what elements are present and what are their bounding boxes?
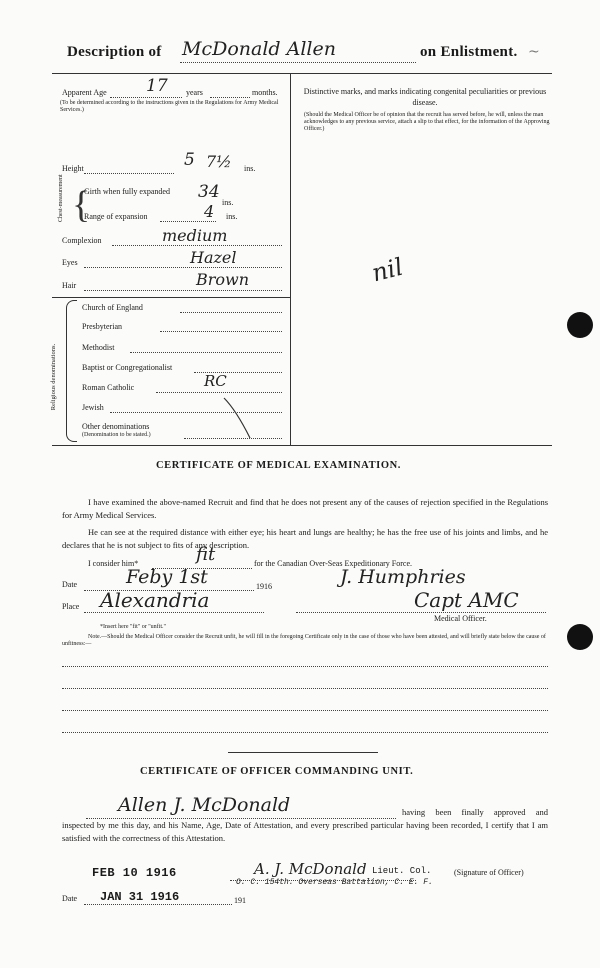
cause-line-4 (62, 732, 548, 733)
religion-item-5: Roman Catholic (82, 383, 135, 392)
eyes-value: Hazel (190, 248, 237, 267)
eyes-label: Eyes (62, 258, 78, 267)
medical-title: CERTIFICATE OF MEDICAL EXAMINATION. (156, 460, 402, 471)
date-label: Date (62, 580, 78, 589)
religion-item-6: Jewish (82, 403, 104, 412)
force-label: for the Canadian Over-Seas Expeditionary Force. (254, 559, 413, 568)
header-name: McDonald Allen (182, 38, 336, 60)
years-label: years (186, 88, 203, 97)
range-value: 4 (204, 202, 215, 221)
girth-ins-label: ins. (222, 198, 234, 207)
cause-line-1 (62, 666, 548, 667)
marks-note: (Should the Medical Officer be of opinion that the recruit has served before, he will, unless the man acknowledges to any previous service, attach a slip to that effect, for the information of the Approving Officer.) (304, 112, 550, 132)
header-prefix: Description of (67, 44, 162, 60)
officer-stamp-signature: A. J. McDonald (254, 860, 367, 878)
girth-label: Girth when fully expanded (84, 187, 170, 196)
medical-rank: Capt AMC (414, 588, 519, 612)
months-label: months. (252, 88, 278, 97)
religion-item-7: Other denominations (82, 422, 150, 431)
apparent-age-label: Apparent Age (62, 88, 107, 97)
medical-para-1: I have examined the above-named Recruit and find that he does not present any of the causes of rejection specified in the Regulations for Army Medical Services. (62, 497, 548, 520)
officer-stamp-unit: O. C. 154th. Overseas Battalion, C. E. F. (236, 878, 433, 887)
officer-name-value: Allen J. McDonald (118, 794, 291, 816)
consider-value: fit (196, 544, 216, 565)
complexion-value: medium (162, 226, 228, 245)
apparent-age-value: 17 (146, 76, 168, 96)
medical-footnote-2: Note.—Should the Medical Officer consider the Recruit unfit, he will fill in the foregoing Certificate only in the case of those who have been attested, and will briefly state below the cause of unfitness:— (62, 634, 546, 647)
date-value: Feby 1st (126, 566, 208, 588)
religion-item-4: Baptist or Congregationalist (82, 363, 173, 372)
range-ins-label: ins. (226, 212, 238, 221)
frame-bottom (52, 445, 552, 446)
height-in: 7½ (206, 152, 232, 171)
range-label: Range of expansion (84, 212, 148, 221)
officer-para: having been finally approved and inspected by me this day, and his Name, Age, Date of Attestation, and every prescribed particular having been recorded, I certify that I am satisfied with the correctness of this Attestation. (62, 807, 548, 843)
medical-para-2: He can see at the required distance with either eye; his heart and lungs are healthy; he has the free use of his joints and limbs, and he declares that he is not subject to fits of any description. (62, 527, 548, 550)
consider-label: I consider him* (88, 559, 139, 568)
chest-label: Chest-measurement (58, 174, 64, 222)
girth-value: 34 (198, 182, 220, 202)
header-suffix: on Enlistment. (420, 44, 518, 60)
officer-date-label: Date (62, 894, 78, 903)
section-divider (228, 752, 378, 753)
medical-signature: J. Humphries (340, 566, 466, 588)
cause-line-3 (62, 710, 548, 711)
frame-top (52, 73, 552, 74)
hair-value: Brown (196, 270, 250, 289)
religion-other-note: (Denomination to be stated.) (82, 432, 151, 438)
religion-check-stroke (220, 394, 280, 444)
religion-item-2: Presbyterian (82, 322, 122, 331)
height-ft: 5 (184, 150, 195, 170)
medical-footnote-1: *Insert here "fit" or "unfit." (100, 624, 166, 630)
marks-value: nil (369, 252, 406, 288)
age-note: (To be determined according to the instructions given in the Regulations for Army Medical Services.) (60, 100, 279, 113)
officer-signature-label: (Signature of Officer) (454, 868, 524, 877)
medical-officer-label: Medical Officer. (434, 614, 487, 623)
place-label: Place (62, 602, 80, 611)
place-value: Alexandria (100, 588, 210, 612)
officer-date-year: 191 (234, 896, 246, 905)
punch-hole-top (567, 312, 593, 338)
officer-stamp-date: FEB 10 1916 (92, 866, 177, 880)
header-corner-mark: ~ (528, 44, 540, 60)
height-label: Height (62, 164, 84, 173)
attestation-page: Description of McDonald Allen on Enlistment. ~ Apparent Age 17 years months. (To be determined according to the instructions given in the Regulations for Army Medical Services.) Height 5 7½ ins. Chest-measurement { Girth when fully expanded 34 ins. Range of expansion 4 ins. Complexion medium Eyes Hazel Hair Brown Religious denominations. Church of England Presbyterian Methodist Baptist or Congregationalist Roman Catholic RC Jewish Other denominations (Denomination to be stated.) Distinctive marks, and marks indicating congenital peculiarities or previous disease. (Should the Medical Officer be of opinion that the recruit has served before, he will, unless the man acknowledges to any previous service, attach a slip to that effect, for the information of the Approving Officer.) nil CERTIFICATE OF MEDICAL EXAMINATION. I have examined the above-named Recruit and find that he does not present any of the causes of rejection specified in the Regulations for Army Medical Services. He can see at the required distance with either eye; his heart and lungs are healthy; he has the free use of his joints and limbs, and he declares that he is not subject to fits of any description. I consider him* fit for the Canadian Over-Seas Expeditionary Force. Date Feby 1st 1916 J. Humphries Place Alexandria Capt AMC Medical Officer. *Insert here "fit" or "unfit." Note.—Should the Medical Officer consider the Recruit unfit, he will fill in the foregoing Certificate only in the case of those who have been attested, and will briefly state below the cause of unfitness:— CERTIFICATE OF OFFICER COMMANDING UNIT. Allen J. McDonald having been finally approved and inspected by me this day, and his Name, Age, Date of Attestation, and every prescribed particular having been recorded, I certify that I am satisfied with the correctness of this Attestation. FEB 10 1916 A. J. McDonald Lieut. Col. O. C. 154th. Overseas Battalion, C. E. F. (Signature of Officer) Date JAN 31 1916 191 (0, 0, 600, 968)
religion-item-3: Methodist (82, 343, 115, 352)
religion-side-label: Religious denominations. (50, 343, 57, 411)
officer-title: CERTIFICATE OF OFFICER COMMANDING UNIT. (140, 766, 414, 777)
officer-stamp-rank: Lieut. Col. (372, 866, 432, 876)
date-year: 1916 (256, 582, 272, 591)
officer-date-value: JAN 31 1916 (100, 890, 180, 904)
marks-title: Distinctive marks, and marks indicating congenital peculiarities or previous disease. (303, 87, 547, 107)
height-ins-label: ins. (244, 164, 256, 173)
hair-label: Hair (62, 281, 77, 290)
complexion-label: Complexion (62, 236, 102, 245)
religion-mark: RC (204, 372, 227, 390)
cause-line-2 (62, 688, 548, 689)
religion-item-1: Church of England (82, 303, 143, 312)
frame-middle (290, 73, 291, 445)
punch-hole-bottom (567, 624, 593, 650)
